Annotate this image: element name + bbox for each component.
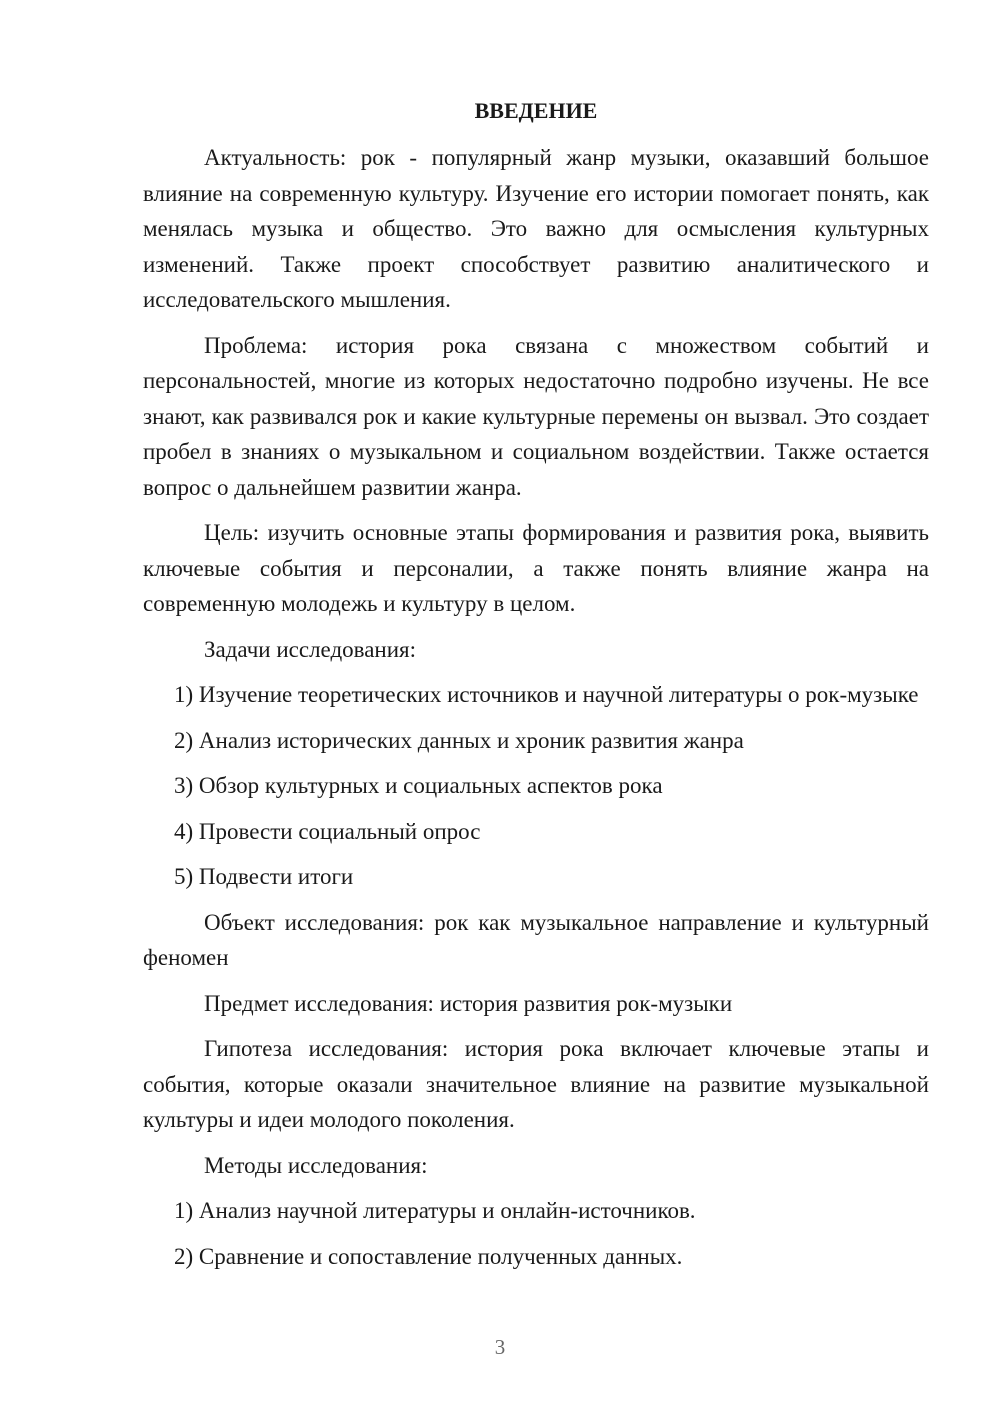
subject-paragraph: Предмет исследования: история развития рок-музыки xyxy=(204,990,733,1016)
problem-paragraph: Проблема: история рока связана с множеством событий и персональностей, многие из которых недостаточно подробно изучены. Не все знают, как развивался рок и какие культурные перемены он вызвал. Это создает пробел в знаниях о музыкальном и социальном воздействии. Также остается вопрос о дальнейшем развитии жанра. xyxy=(143,332,929,500)
page-number: 3 xyxy=(494,1335,506,1359)
page-title: ВВЕДЕНИЕ xyxy=(474,98,598,123)
object-paragraph: Объект исследования: рок как музыкальное направление и культурный феномен xyxy=(143,909,929,970)
task-item-4: 4) Провести социальный опрос xyxy=(174,818,481,844)
task-item-3: 3) Обзор культурных и социальных аспектов рока xyxy=(174,773,663,798)
page-content xyxy=(143,96,929,1284)
goal-paragraph: Цель: изучить основные этапы формирования и развития рока, выявить ключевые события и персоналии, а также понять влияние жанра на современную молодежь и культуру в целом. xyxy=(143,520,929,616)
hypothesis-paragraph: Гипотеза исследования: история рока включает ключевые этапы и события, которые оказали значительное влияние на развитие музыкальной культуры и идеи молодого поколения. xyxy=(143,1036,929,1132)
tasks-heading: Задачи исследования: xyxy=(204,636,417,662)
method-item-1: 1) Анализ научной литературы и онлайн-источников. xyxy=(174,1198,696,1223)
method-item-2: 2) Сравнение и сопоставление полученных данных. xyxy=(174,1243,683,1269)
methods-heading: Методы исследования: xyxy=(204,1152,428,1178)
task-item-1: 1) Изучение теоретических источников и научной литературы о рок-музыке xyxy=(174,682,919,707)
relevance-paragraph: Актуальность: рок - популярный жанр музыки, оказавший большое влияние на современную культуру. Изучение его истории помогает понять, как менялась музыка и общество. Это важно для осмысления культурных изменений. Также проект способствует развитию аналитического и исследовательского мышления. xyxy=(143,145,929,312)
task-item-5: 5) Подвести итоги xyxy=(174,864,354,889)
task-item-2: 2) Анализ исторических данных и хроник развития жанра xyxy=(174,727,744,753)
